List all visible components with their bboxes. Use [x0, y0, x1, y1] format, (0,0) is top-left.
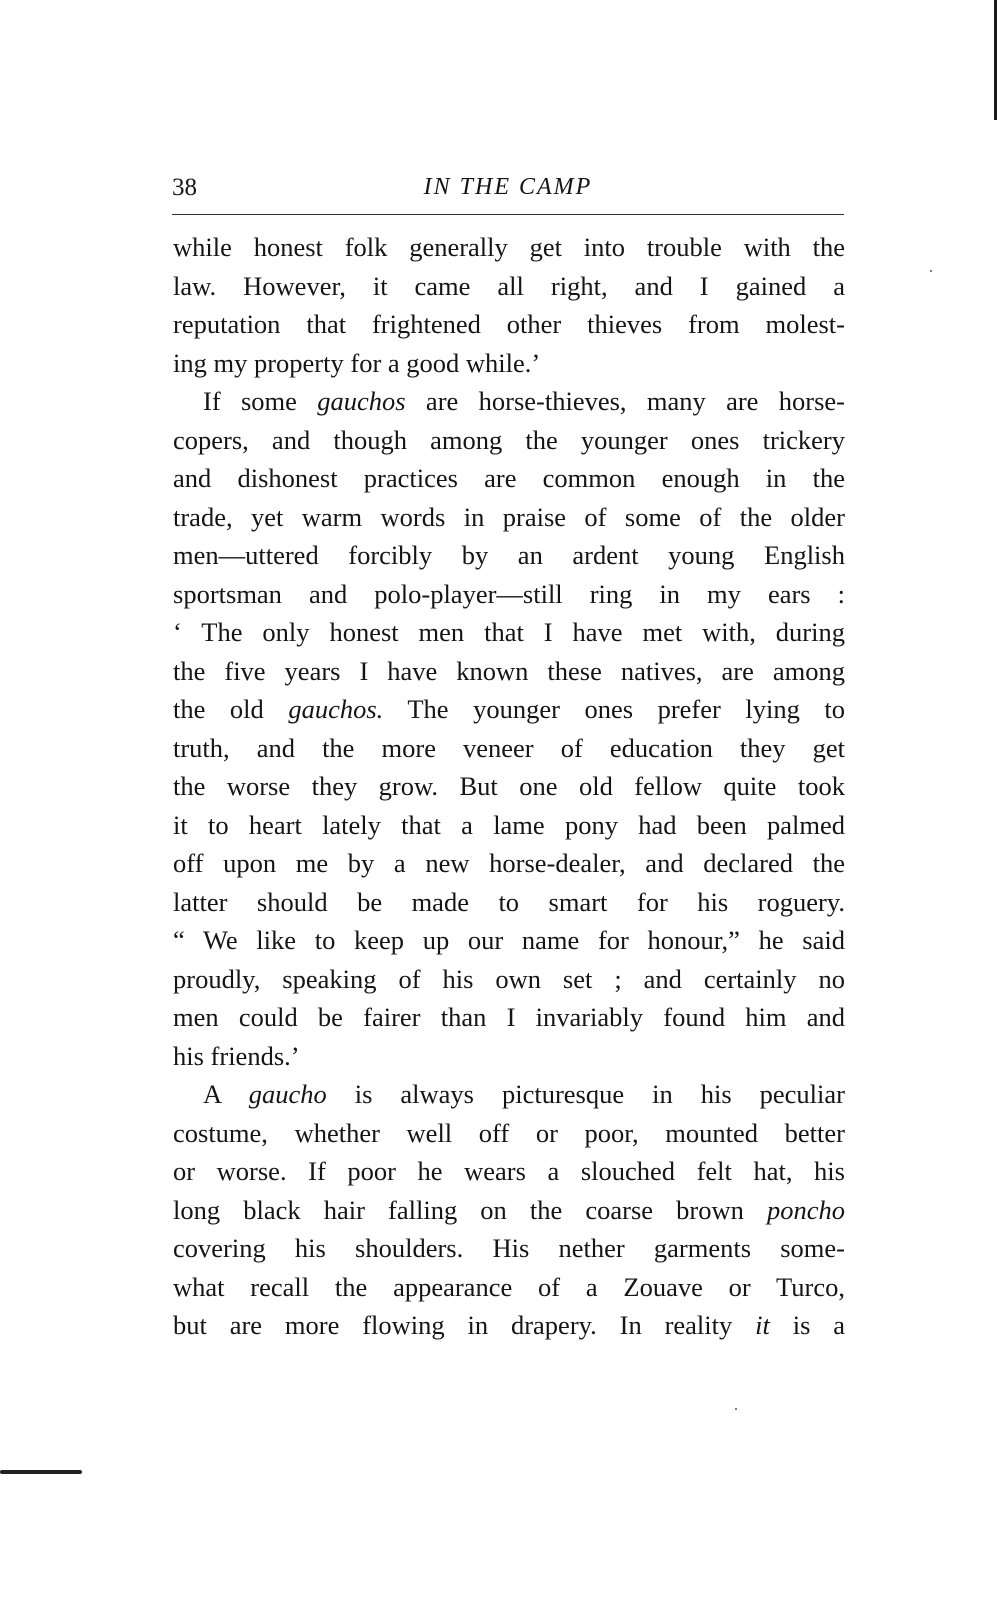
- text-segment: the five years I have known these natives, are among: [173, 655, 845, 686]
- text-segment: the worse they grow. But one old fellow quite took: [173, 771, 845, 801]
- text-line: [173, 1229, 845, 1268]
- text-line: [173, 690, 845, 729]
- text-segment: law. However, it came all right, and I gained a: [173, 270, 845, 301]
- text-segment: covering his shoulders. His nether garments some-: [173, 1233, 845, 1263]
- text-line: [173, 998, 845, 1037]
- italic-term: it: [755, 1310, 770, 1340]
- text-segment: men—uttered forcibly by an ardent young English: [173, 540, 845, 570]
- text-segment: The younger ones prefer lying to: [383, 694, 845, 724]
- running-head: IN THE CAMP: [423, 174, 593, 200]
- text-segment: ing my property for a good while.’: [173, 347, 541, 378]
- text-line: [173, 1268, 845, 1307]
- text-segment: trade, yet warm words in praise of some of the older: [173, 501, 845, 532]
- text-line: [173, 1306, 845, 1345]
- text-line: [173, 305, 845, 344]
- text-line: [173, 421, 845, 460]
- text-line: [173, 613, 845, 652]
- scan-artifact-dot: [735, 1408, 737, 1410]
- text-line: [173, 1114, 845, 1153]
- scan-artifact-dot: [930, 270, 932, 272]
- text-segment: copers, and though among the younger ones trickery: [173, 424, 845, 455]
- text-segment: is always picturesque in his peculiar: [326, 1079, 845, 1109]
- text-segment: If some: [203, 386, 318, 416]
- text-segment: “ We like to keep up our name for honour,” he said: [173, 925, 845, 955]
- text-segment: costume, whether well off or poor, mounted better: [173, 1117, 845, 1148]
- text-line: [173, 228, 845, 267]
- text-line: [173, 267, 845, 306]
- page-number: 38: [172, 174, 197, 201]
- page-header: [172, 170, 844, 210]
- text-segment: ‘ The only honest men that I have met with, during: [173, 617, 845, 647]
- text-line: [173, 382, 845, 421]
- text-line: [173, 344, 845, 383]
- text-line: [173, 575, 845, 614]
- text-line: [173, 1037, 845, 1076]
- text-line: [173, 767, 845, 806]
- text-segment: men could be fairer than I invariably found him and: [173, 1002, 845, 1032]
- text-segment: are horse-thieves, many are horse-: [405, 386, 845, 416]
- text-segment: the old: [173, 694, 289, 724]
- text-segment: his friends.’: [173, 1040, 300, 1071]
- text-segment: is a: [769, 1310, 845, 1340]
- text-line: [173, 960, 845, 999]
- text-segment: off upon me by a new horse-dealer, and declared the: [173, 848, 845, 878]
- text-line: [173, 1075, 845, 1114]
- body-text: [173, 228, 845, 1345]
- text-segment: or worse. If poor he wears a slouched felt hat, his: [173, 1156, 845, 1186]
- italic-term: gauchos.: [288, 694, 384, 724]
- italic-term: gauchos: [317, 386, 406, 416]
- text-segment: proudly, speaking of his own set ; and certainly no: [173, 963, 845, 994]
- text-line: [173, 844, 845, 883]
- text-line: [173, 459, 845, 498]
- italic-term: gaucho: [248, 1079, 327, 1109]
- text-segment: it to heart lately that a lame pony had been palmed: [173, 809, 845, 840]
- text-line: [173, 921, 845, 960]
- header-rule: [172, 214, 844, 215]
- text-line: [173, 883, 845, 922]
- text-line: [173, 536, 845, 575]
- text-line: [173, 806, 845, 845]
- text-segment: reputation that frightened other thieves from molest-: [173, 309, 845, 339]
- text-segment: sportsman and polo-player—still ring in my ears :: [173, 578, 845, 609]
- text-segment: but are more flowing in drapery. In reality: [173, 1310, 756, 1340]
- text-line: [173, 1191, 845, 1230]
- text-segment: latter should be made to smart for his roguery.: [173, 886, 845, 917]
- text-line: [173, 652, 845, 691]
- text-segment: long black hair falling on the coarse brown: [173, 1194, 767, 1225]
- text-segment: while honest folk generally get into trouble with the: [173, 232, 845, 262]
- italic-term: poncho: [766, 1194, 845, 1225]
- text-segment: truth, and the more veneer of education they get: [173, 732, 845, 763]
- text-segment: A: [203, 1079, 249, 1109]
- scan-artifact-mark: [0, 1470, 82, 1474]
- text-line: [173, 498, 845, 537]
- text-line: [173, 729, 845, 768]
- text-segment: what recall the appearance of a Zouave or Turco,: [173, 1271, 845, 1302]
- text-line: [173, 1152, 845, 1191]
- text-segment: and dishonest practices are common enough in the: [173, 463, 845, 493]
- page-edge-shadow: [994, 0, 997, 120]
